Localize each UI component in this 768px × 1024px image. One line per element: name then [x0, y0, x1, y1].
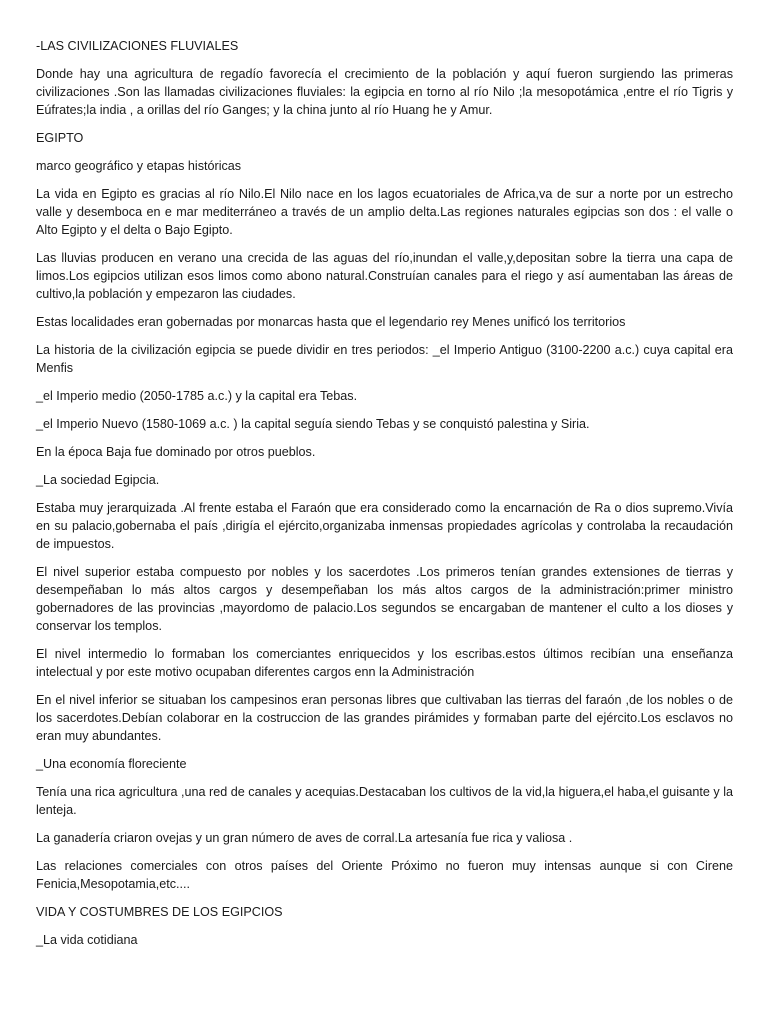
paragraph: En el nivel inferior se situaban los campesinos eran personas libres que cultivaban las tierras del faraón ,de los nobles o de los sacerdotes.Debían colaborar en la costruccion de las grandes pirámides y formaban parte del ejército.Los esclavos no eran muy abundantes.	[36, 693, 733, 743]
paragraph: Donde hay una agricultura de regadío favorecía el crecimiento de la población y aquí fueron surgiendo las primeras civilizaciones .Son las llamadas civilizaciones fluviales: la egipcia en torno al río Nilo ;la mesopotámica ,entre el río Tigris y Eúfrates;la india , a orillas del río Ganges; y la china junto al río Huang he y Amur.	[36, 67, 733, 117]
subheading: _La sociedad Egipcia.	[36, 473, 160, 487]
paragraph: El nivel intermedio lo formaban los comerciantes enriquecidos y los escribas.estos últimos recibían una enseñanza intelectual y por este motivo ocupaban diferentes cargos enn la Administración	[36, 647, 733, 679]
paragraph: Las lluvias producen en verano una crecida de las aguas del río,inundan el valle,y,depositan sobre la tierra una capa de limos.Los egipcios utilizan esos limos como abono natural.Construían canales para el riego y así aumentaban las áreas de cultivo,la población y empezaron las ciudades.	[36, 251, 733, 301]
paragraph: Tenía una rica agricultura ,una red de canales y acequias.Destacaban los cultivos de la vid,la higuera,el haba,el guisante y la lenteja.	[36, 785, 733, 817]
paragraph: La vida en Egipto es gracias al río Nilo.El Nilo nace en los lagos ecuatoriales de Africa,va de sur a norte por un estrecho valle y desemboca en e mar mediterráneo a través de un amplio delta.Las regiones naturales egipcias son dos : el valle o Alto Egipto y el delta o Bajo Egipto.	[36, 187, 733, 237]
paragraph: El nivel superior estaba compuesto por nobles y los sacerdotes .Los primeros tenían grandes extensiones de tierras y desempeñaban lo más altos cargos y desempeñaban los más altos cargos de la administración:primer ministro gobernadores de las provincias ,mayordomo de palacio.Los segundos se encargaban de mantener el culto a los dioses y conservar los templos.	[36, 565, 733, 633]
subheading: marco geográfico y etapas históricas	[36, 159, 242, 173]
paragraph: Las relaciones comerciales con otros países del Oriente Próximo no fueron muy intensas aunque si con Cirene Fenicia,Mesopotamia,etc....	[36, 859, 733, 891]
paragraph: La ganadería criaron ovejas y un gran número de aves de corral.La artesanía fue rica y valiosa .	[36, 831, 573, 845]
paragraph: _el Imperio Nuevo (1580-1069 a.c. ) la capital seguía siendo Tebas y se conquistó palestina y Siria.	[36, 417, 590, 431]
document-page	[36, 37, 733, 959]
section-heading: -LAS CIVILIZACIONES FLUVIALES	[36, 39, 239, 53]
section-heading: VIDA Y COSTUMBRES DE LOS EGIPCIOS	[36, 905, 283, 919]
paragraph: _el Imperio medio (2050-1785 a.c.) y la capital era Tebas.	[36, 389, 358, 403]
section-heading: EGIPTO	[36, 131, 84, 145]
paragraph: La historia de la civilización egipcia se puede dividir en tres periodos: _el Imperio Antiguo (3100-2200 a.c.) cuya capital era Menfis	[36, 343, 733, 375]
subheading: _Una economía floreciente	[36, 757, 187, 771]
paragraph: Estaba muy jerarquizada .Al frente estaba el Faraón que era considerado como la encarnación de Ra o dios supremo.Vivía en su palacio,gobernaba el país ,dirigía el ejército,organizaba inmensas propiedades agrícolas y controlaba la recaudación de impuestos.	[36, 501, 733, 551]
paragraph: Estas localidades eran gobernadas por monarcas hasta que el legendario rey Menes unificó los territorios	[36, 315, 626, 329]
paragraph: En la época Baja fue dominado por otros pueblos.	[36, 445, 316, 459]
subheading: _La vida cotidiana	[36, 933, 138, 947]
